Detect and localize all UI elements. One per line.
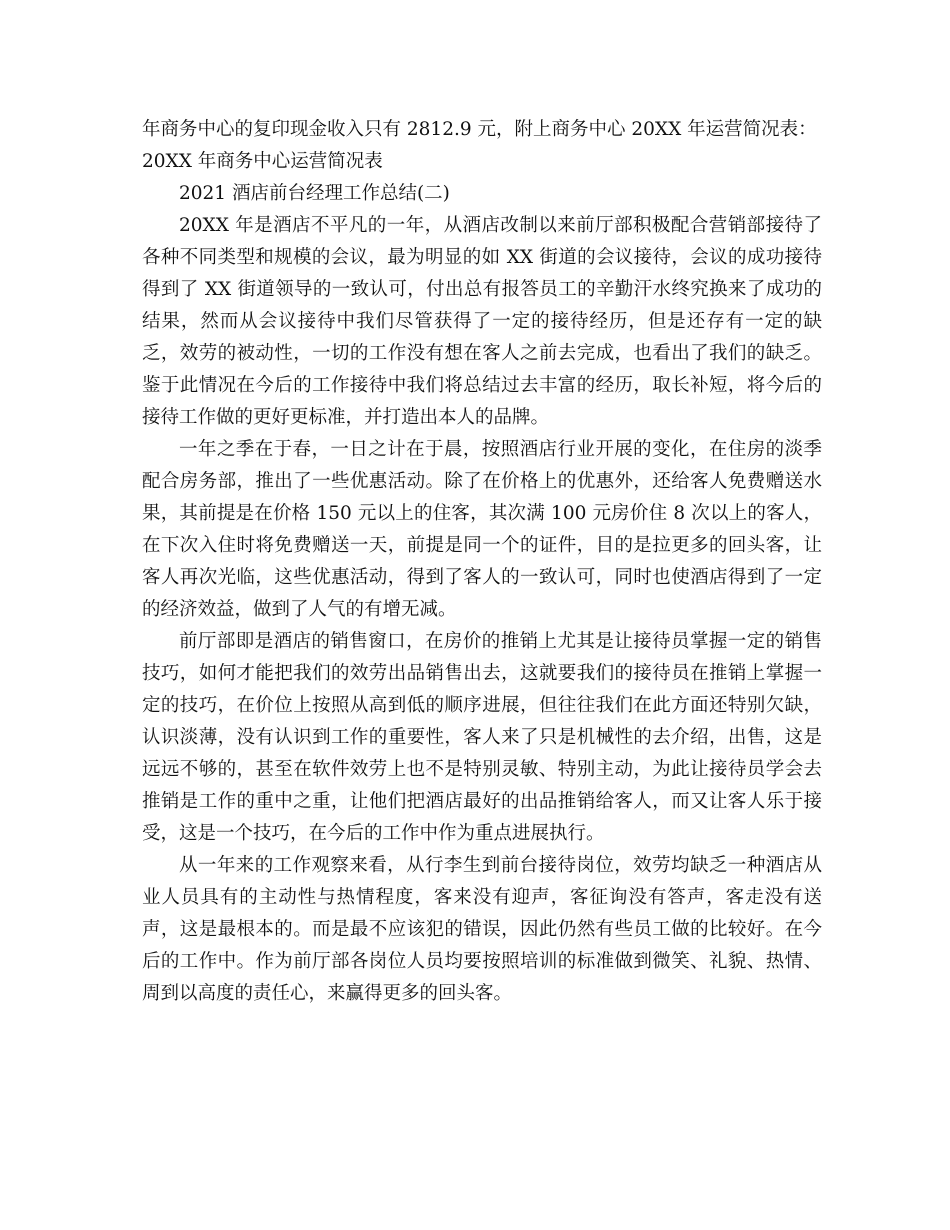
section-title: 2021 酒店前台经理工作总结(二) — [179, 183, 450, 204]
table-caption: 20XX 年商务中心运营简况表 — [142, 151, 383, 172]
paragraph-meetings: 20XX 年是酒店不平凡的一年，从酒店改制以来前厅部积极配合营销部接待了各种不同类型和规模的会议，最为明显的如 XX 街道的会议接待，会议的成功接待得到了 XX 街道领导的一致认可，付出总有报答员工的辛勤汗水终究换来了成功的结果，然而从会议接待中我们尽管获得了一定的接待经历，但是还存有一定的缺乏，效劳的被动性，一切的工作没有想在客人之前去完成，也看出了我们的缺乏。鉴于此情况在今后的工作接待中我们将总结过去丰富的经历，取长补短，将今后的接待工作做的更好更标准，并打造出本人的品牌。 — [142, 215, 822, 428]
paragraph-promotions: 一年之季在于春，一日之计在于晨，按照酒店行业开展的变化，在住房的淡季配合房务部，推出了一些优惠活动。除了在价格上的优惠外，还给客人免费赠送水果，其前提是在价格 150 元以上的住客，其次满 100 元房价住 8 次以上的客人，在下次入住时将免费赠送一天，前提是同一个的证件，目的是拉更多的回头客，让客人再次光临，这些优惠活动，得到了客人的一致认可，同时也使酒店得到了一定的经济效益，做到了人气的有增无减。 — [142, 439, 822, 620]
text-line-cashier-income: 年商务中心的复印现金收入只有 2812.9 元，附上商务中心 20XX 年运营简况表： — [142, 119, 817, 140]
document-body — [142, 114, 822, 1010]
paragraph-sales: 前厅部即是酒店的销售窗口，在房价的推销上尤其是让接待员掌握一定的销售技巧，如何才能把我们的效劳出品销售出去，这就要我们的接待员在推销上掌握一定的技巧，在价位上按照从高到低的顺序进展，但往往我们在此方面还特别欠缺，认识淡薄，没有认识到工作的重要性，客人来了只是机械性的去介绍，出售，这是远远不够的，甚至在软件效劳上也不是特别灵敏、特别主动，为此让接待员学会去推销是工作的重中之重，让他们把酒店最好的出品推销给客人，而又让客人乐于接受，这是一个技巧，在今后的工作中作为重点进展执行。 — [142, 631, 822, 844]
paragraph-service: 从一年来的工作观察来看，从行李生到前台接待岗位，效劳均缺乏一种酒店从业人员具有的主动性与热情程度，客来没有迎声，客征询没有答声，客走没有送声，这是最根本的。而是最不应该犯的错误，因此仍然有些员工做的比较好。在今后的工作中。作为前厅部各岗位人员均要按照培训的标准做到微笑、礼貌、热情、周到以高度的责任心，来赢得更多的回头客。 — [142, 855, 822, 1004]
